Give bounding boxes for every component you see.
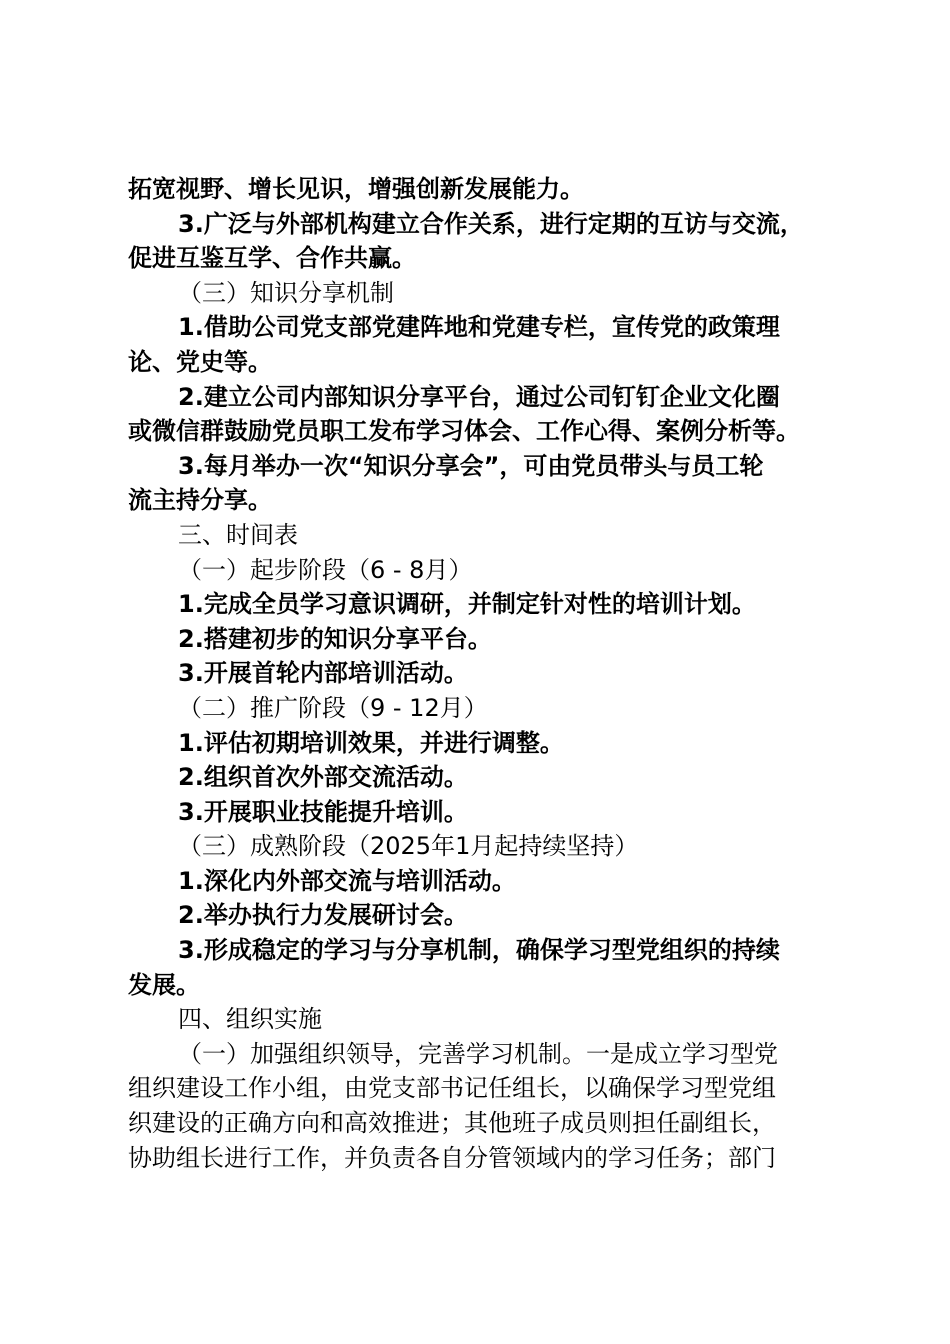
text-line (128, 898, 834, 933)
text-line-content: 2.举办执行力发展研讨会。 (178, 901, 468, 930)
text-line (128, 1037, 834, 1072)
text-line-content: 1.借助公司党支部党建阵地和党建专栏，宣传党的政策理 (178, 313, 780, 342)
text-line (128, 829, 834, 864)
text-line (128, 1141, 834, 1176)
text-line-content: 组织建设工作小组，由党支部书记任组长，以确保学习型党组 (128, 1074, 776, 1103)
text-line-content: （三）知识分享机制 (178, 278, 394, 307)
text-line-content: 3.每月举办一次“知识分享会”，可由党员带头与员工轮 (178, 451, 764, 480)
text-line-content: 促进互鉴互学、合作共赢。 (128, 244, 416, 273)
text-line-content: 三、时间表 (178, 520, 298, 549)
text-line-content: 四、组织实施 (178, 1005, 322, 1034)
text-line (128, 310, 834, 345)
text-line (128, 414, 834, 449)
text-line (128, 241, 834, 276)
text-line (128, 1002, 834, 1037)
text-line-content: 论、党史等。 (128, 347, 272, 376)
text-line-content: 1.深化内外部交流与培训活动。 (178, 866, 516, 895)
text-line (128, 933, 834, 968)
text-line-content: 1.评估初期培训效果，并进行调整。 (178, 728, 564, 757)
text-line (128, 1071, 834, 1106)
text-line-content: 3.形成稳定的学习与分享机制，确保学习型党组织的持续 (178, 936, 780, 965)
text-line-content: 协助组长进行工作，并负责各自分管领域内的学习任务；部门 (128, 1143, 776, 1172)
text-line-content: （三）成熟阶段（2025年1月起持续坚持） (178, 832, 639, 861)
text-line (128, 483, 834, 518)
text-line (128, 172, 834, 207)
text-line (128, 449, 834, 484)
text-line (128, 760, 834, 795)
text-line (128, 1106, 834, 1141)
text-line (128, 553, 834, 588)
text-line-content: 3.开展首轮内部培训活动。 (178, 659, 468, 688)
text-line-content: （一）起步阶段（6 - 8月） (178, 555, 473, 584)
text-line (128, 691, 834, 726)
text-line-content: （一）加强组织领导，完善学习机制。一是成立学习型党 (178, 1039, 778, 1068)
text-line-content: 2.搭建初步的知识分享平台。 (178, 624, 492, 653)
text-line (128, 518, 834, 553)
text-line (128, 726, 834, 761)
text-line-content: 拓宽视野、增长见识，增强创新发展能力。 (128, 175, 584, 203)
text-line-content: 1.完成全员学习意识调研，并制定针对性的培训计划。 (178, 590, 756, 619)
document-body (128, 172, 834, 1175)
text-line (128, 587, 834, 622)
text-line (128, 968, 834, 1003)
text-line (128, 380, 834, 415)
text-line (128, 864, 834, 899)
text-line (128, 656, 834, 691)
text-line-content: 3.广泛与外部机构建立合作关系，进行定期的互访与交流， (178, 209, 804, 238)
text-line-content: 2.建立公司内部知识分享平台，通过公司钉钉企业文化圈 (178, 382, 780, 411)
text-line (128, 207, 834, 242)
text-line-content: 发展。 (128, 970, 200, 999)
text-line-content: 织建设的正确方向和高效推进；其他班子成员则担任副组长， (128, 1109, 776, 1138)
text-line (128, 795, 834, 830)
text-line-content: 2.组织首次外部交流活动。 (178, 763, 468, 792)
text-line-content: （二）推广阶段（9 - 12月） (178, 693, 488, 722)
text-line-content: 3.开展职业技能提升培训。 (178, 797, 468, 826)
text-line (128, 622, 834, 657)
text-line (128, 276, 834, 311)
text-line-content: 或微信群鼓励党员职工发布学习体会、工作心得、案例分析等。 (128, 417, 800, 446)
text-line (128, 345, 834, 380)
text-line-content: 流主持分享。 (128, 486, 272, 515)
